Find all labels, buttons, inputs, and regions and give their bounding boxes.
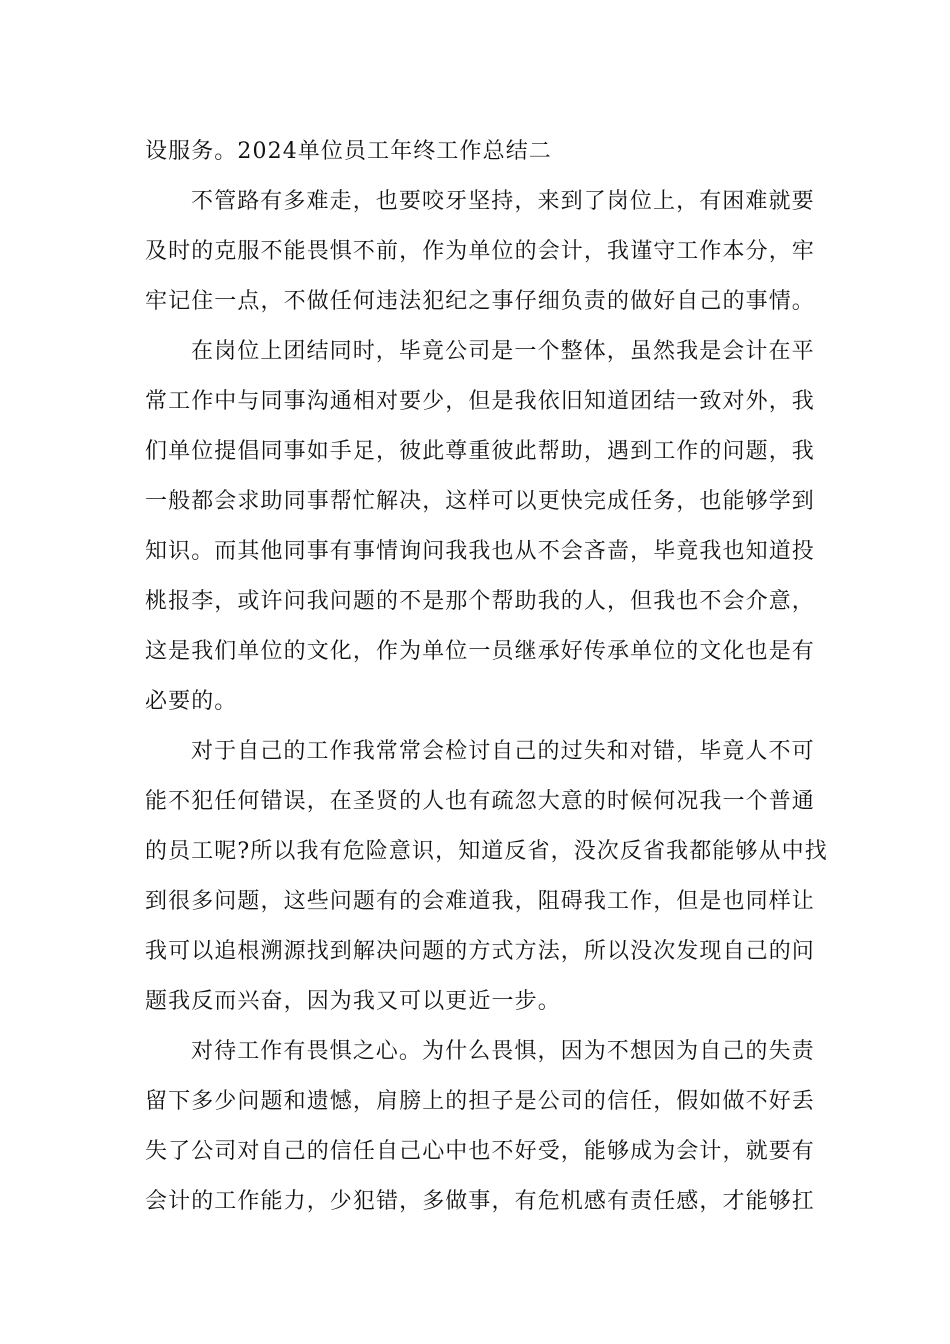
text-line: 们单位提倡同事如手足，彼此尊重彼此帮助，遇到工作的问题，我 <box>145 439 815 464</box>
text-line: 知识。而其他同事有事情询问我我也从不会吝啬，毕竟我也知道投 <box>145 539 815 564</box>
text-line: 失了公司对自己的信任自己心中也不好受，能够成为会计，就要有 <box>145 1139 815 1164</box>
text-line: 不管路有多难走，也要咬牙坚持，来到了岗位上，有困难就要 <box>191 189 815 214</box>
text-line: 留下多少问题和遗憾，肩膀上的担子是公司的信任，假如做不好丢 <box>145 1089 815 1114</box>
text-line: 常工作中与同事沟通相对要少，但是我依旧知道团结一致对外，我 <box>145 389 815 414</box>
text-line: 牢记住一点，不做任何违法犯纪之事仔细负责的做好自己的事情。 <box>145 289 815 314</box>
text-line: 必要的。 <box>145 689 238 714</box>
text-line: 题我反而兴奋，因为我又可以更近一步。 <box>145 989 561 1014</box>
text-line: 在岗位上团结同时，毕竟公司是一个整体，虽然我是会计在平 <box>191 339 815 364</box>
text-line: 我可以追根溯源找到解决问题的方式方法，所以没次发现自己的问 <box>145 939 815 964</box>
text-line: 的员工呢?所以我有危险意识，知道反省，没次反省我都能够从中找 <box>145 839 828 864</box>
text-line: 这是我们单位的文化，作为单位一员继承好传承单位的文化也是有 <box>145 639 815 664</box>
text-line: 对待工作有畏惧之心。为什么畏惧，因为不想因为自己的失责 <box>191 1039 815 1064</box>
text-line: 设服务。2024单位员工年终工作总结二 <box>145 139 552 164</box>
text-line: 到很多问题，这些问题有的会难道我，阻碍我工作，但是也同样让 <box>145 889 815 914</box>
text-line: 能不犯任何错误，在圣贤的人也有疏忽大意的时候何况我一个普通 <box>145 789 815 814</box>
document-body <box>145 127 828 1227</box>
text-line: 桃报李，或许问我问题的不是那个帮助我的人，但我也不会介意， <box>145 589 815 614</box>
text-line: 会计的工作能力，少犯错，多做事，有危机感有责任感，才能够扛 <box>145 1189 815 1214</box>
text-line: 对于自己的工作我常常会检讨自己的过失和对错，毕竟人不可 <box>191 739 815 764</box>
text-line: 一般都会求助同事帮忙解决，这样可以更快完成任务，也能够学到 <box>145 489 815 514</box>
text-line: 及时的克服不能畏惧不前，作为单位的会计，我谨守工作本分，牢 <box>145 239 815 264</box>
